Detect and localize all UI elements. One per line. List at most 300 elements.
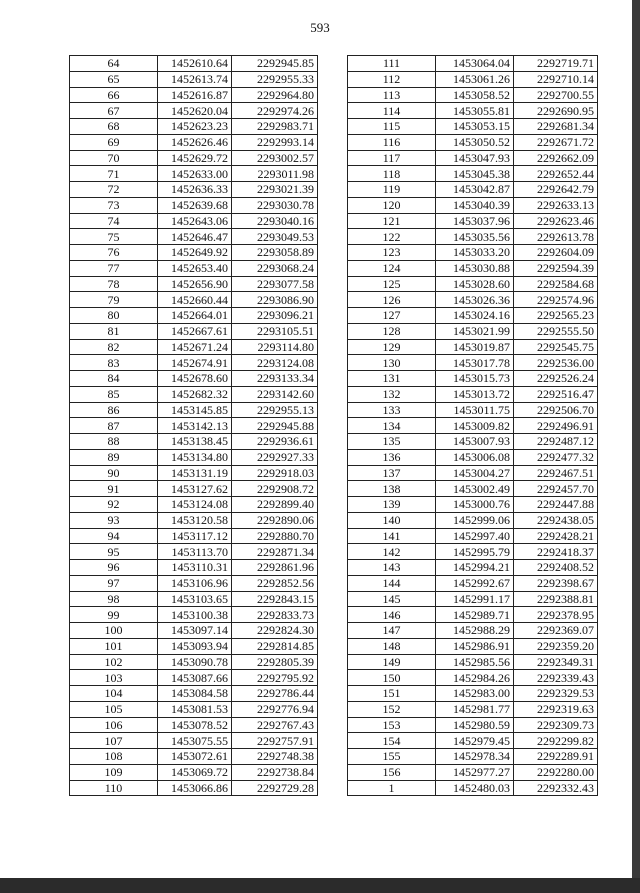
- table-row: [70, 512, 318, 528]
- point-number-cell: 116: [348, 134, 436, 150]
- x-coordinate-cell: 1453019.87: [436, 339, 514, 355]
- y-coordinate-cell: 2292899.40: [232, 497, 318, 513]
- point-number-cell: 156: [348, 764, 436, 780]
- table-row: [70, 623, 318, 639]
- table-row: [70, 638, 318, 654]
- coordinates-table-left: [69, 55, 318, 796]
- x-coordinate-cell: 1452620.04: [158, 103, 232, 119]
- table-row: [70, 418, 318, 434]
- y-coordinate-cell: 2292983.71: [232, 119, 318, 135]
- table-row: [70, 717, 318, 733]
- table-row: [70, 229, 318, 245]
- point-number-cell: 104: [70, 686, 158, 702]
- table-row: [348, 402, 598, 418]
- y-coordinate-cell: 2292574.96: [514, 292, 598, 308]
- x-coordinate-cell: 1453055.81: [436, 103, 514, 119]
- x-coordinate-cell: 1453124.08: [158, 497, 232, 513]
- point-number-cell: 127: [348, 308, 436, 324]
- x-coordinate-cell: 1452986.91: [436, 638, 514, 654]
- x-coordinate-cell: 1452649.92: [158, 245, 232, 261]
- table-row: [348, 371, 598, 387]
- y-coordinate-cell: 2292398.67: [514, 575, 598, 591]
- y-coordinate-cell: 2292457.70: [514, 481, 598, 497]
- y-coordinate-cell: 2292927.33: [232, 449, 318, 465]
- table-row: [70, 780, 318, 796]
- y-coordinate-cell: 2292843.15: [232, 591, 318, 607]
- point-number-cell: 142: [348, 544, 436, 560]
- scan-edge-bottom: [0, 878, 640, 893]
- x-coordinate-cell: 1453090.78: [158, 654, 232, 670]
- x-coordinate-cell: 1452480.03: [436, 780, 514, 796]
- x-coordinate-cell: 1452984.26: [436, 670, 514, 686]
- y-coordinate-cell: 2292388.81: [514, 591, 598, 607]
- y-coordinate-cell: 2292565.23: [514, 308, 598, 324]
- x-coordinate-cell: 1452978.34: [436, 749, 514, 765]
- y-coordinate-cell: 2292729.28: [232, 780, 318, 796]
- x-coordinate-cell: 1452643.06: [158, 213, 232, 229]
- x-coordinate-cell: 1453131.19: [158, 465, 232, 481]
- y-coordinate-cell: 2292642.79: [514, 182, 598, 198]
- point-number-cell: 100: [70, 623, 158, 639]
- point-number-cell: 114: [348, 103, 436, 119]
- y-coordinate-cell: 2292359.20: [514, 638, 598, 654]
- table-row: [348, 481, 598, 497]
- table-row: [348, 638, 598, 654]
- x-coordinate-cell: 1453110.31: [158, 560, 232, 576]
- y-coordinate-cell: 2293105.51: [232, 323, 318, 339]
- y-coordinate-cell: 2293040.16: [232, 213, 318, 229]
- y-coordinate-cell: 2292767.43: [232, 717, 318, 733]
- point-number-cell: 129: [348, 339, 436, 355]
- point-number-cell: 117: [348, 150, 436, 166]
- point-number-cell: 103: [70, 670, 158, 686]
- point-number-cell: 108: [70, 749, 158, 765]
- y-coordinate-cell: 2292506.70: [514, 402, 598, 418]
- table-row: [70, 276, 318, 292]
- table-row: [70, 71, 318, 87]
- table-row: [70, 386, 318, 402]
- point-number-cell: 69: [70, 134, 158, 150]
- x-coordinate-cell: 1452636.33: [158, 182, 232, 198]
- y-coordinate-cell: 2293030.78: [232, 197, 318, 213]
- y-coordinate-cell: 2293114.80: [232, 339, 318, 355]
- y-coordinate-cell: 2292309.73: [514, 717, 598, 733]
- point-number-cell: 93: [70, 512, 158, 528]
- x-coordinate-cell: 1452989.71: [436, 607, 514, 623]
- x-coordinate-cell: 1453007.93: [436, 434, 514, 450]
- table-row: [70, 119, 318, 135]
- table-row: [70, 591, 318, 607]
- y-coordinate-cell: 2292805.39: [232, 654, 318, 670]
- x-coordinate-cell: 1453064.04: [436, 56, 514, 72]
- y-coordinate-cell: 2292289.91: [514, 749, 598, 765]
- x-coordinate-cell: 1453106.96: [158, 575, 232, 591]
- point-number-cell: 147: [348, 623, 436, 639]
- point-number-cell: 79: [70, 292, 158, 308]
- y-coordinate-cell: 2292964.80: [232, 87, 318, 103]
- point-number-cell: 94: [70, 528, 158, 544]
- table-row: [348, 119, 598, 135]
- table-row: [348, 386, 598, 402]
- table-row: [70, 371, 318, 387]
- point-number-cell: 154: [348, 733, 436, 749]
- table-row: [348, 465, 598, 481]
- y-coordinate-cell: 2293086.90: [232, 292, 318, 308]
- table-row: [348, 623, 598, 639]
- table-row: [70, 166, 318, 182]
- y-coordinate-cell: 2292438.05: [514, 512, 598, 528]
- x-coordinate-cell: 1452664.01: [158, 308, 232, 324]
- x-coordinate-cell: 1452981.77: [436, 701, 514, 717]
- table-row: [70, 749, 318, 765]
- y-coordinate-cell: 2292447.88: [514, 497, 598, 513]
- table-row: [70, 497, 318, 513]
- y-coordinate-cell: 2292738.84: [232, 764, 318, 780]
- x-coordinate-cell: 1452616.87: [158, 87, 232, 103]
- x-coordinate-cell: 1452988.29: [436, 623, 514, 639]
- x-coordinate-cell: 1453004.27: [436, 465, 514, 481]
- table-row: [348, 701, 598, 717]
- table-row: [348, 166, 598, 182]
- table-row: [348, 245, 598, 261]
- point-number-cell: 106: [70, 717, 158, 733]
- table-row: [348, 497, 598, 513]
- point-number-cell: 130: [348, 355, 436, 371]
- point-number-cell: 77: [70, 260, 158, 276]
- point-number-cell: 153: [348, 717, 436, 733]
- y-coordinate-cell: 2292700.55: [514, 87, 598, 103]
- x-coordinate-cell: 1452994.21: [436, 560, 514, 576]
- y-coordinate-cell: 2293002.57: [232, 150, 318, 166]
- x-coordinate-cell: 1452991.17: [436, 591, 514, 607]
- point-number-cell: 141: [348, 528, 436, 544]
- x-coordinate-cell: 1452979.45: [436, 733, 514, 749]
- y-coordinate-cell: 2292349.31: [514, 654, 598, 670]
- y-coordinate-cell: 2293133.34: [232, 371, 318, 387]
- y-coordinate-cell: 2292814.85: [232, 638, 318, 654]
- point-number-cell: 90: [70, 465, 158, 481]
- point-number-cell: 96: [70, 560, 158, 576]
- table-row: [70, 245, 318, 261]
- point-number-cell: 83: [70, 355, 158, 371]
- point-number-cell: 123: [348, 245, 436, 261]
- point-number-cell: 131: [348, 371, 436, 387]
- page-number: 593: [310, 20, 330, 35]
- y-coordinate-cell: 2292467.51: [514, 465, 598, 481]
- y-coordinate-cell: 2292833.73: [232, 607, 318, 623]
- x-coordinate-cell: 1452610.64: [158, 56, 232, 72]
- point-number-cell: 144: [348, 575, 436, 591]
- x-coordinate-cell: 1453097.14: [158, 623, 232, 639]
- y-coordinate-cell: 2292526.24: [514, 371, 598, 387]
- x-coordinate-cell: 1453000.76: [436, 497, 514, 513]
- scan-edge-right: [632, 0, 640, 893]
- point-number-cell: 89: [70, 449, 158, 465]
- x-coordinate-cell: 1453093.94: [158, 638, 232, 654]
- point-number-cell: 136: [348, 449, 436, 465]
- table-row: [70, 182, 318, 198]
- point-number-cell: 143: [348, 560, 436, 576]
- table-row: [70, 339, 318, 355]
- y-coordinate-cell: 2292757.91: [232, 733, 318, 749]
- y-coordinate-cell: 2292536.00: [514, 355, 598, 371]
- x-coordinate-cell: 1453021.99: [436, 323, 514, 339]
- table-row: [348, 449, 598, 465]
- table-row: [70, 528, 318, 544]
- x-coordinate-cell: 1453078.52: [158, 717, 232, 733]
- table-row: [70, 260, 318, 276]
- y-coordinate-cell: 2292496.91: [514, 418, 598, 434]
- x-coordinate-cell: 1452660.44: [158, 292, 232, 308]
- x-coordinate-cell: 1452646.47: [158, 229, 232, 245]
- y-coordinate-cell: 2292652.44: [514, 166, 598, 182]
- y-coordinate-cell: 2292918.03: [232, 465, 318, 481]
- y-coordinate-cell: 2292861.96: [232, 560, 318, 576]
- table-row: [348, 87, 598, 103]
- y-coordinate-cell: 2292936.61: [232, 434, 318, 450]
- table-row: [348, 717, 598, 733]
- x-coordinate-cell: 1452613.74: [158, 71, 232, 87]
- table-row: [348, 56, 598, 72]
- y-coordinate-cell: 2292408.52: [514, 560, 598, 576]
- point-number-cell: 152: [348, 701, 436, 717]
- x-coordinate-cell: 1453028.60: [436, 276, 514, 292]
- x-coordinate-cell: 1453120.58: [158, 512, 232, 528]
- point-number-cell: 99: [70, 607, 158, 623]
- x-coordinate-cell: 1453113.70: [158, 544, 232, 560]
- point-number-cell: 111: [348, 56, 436, 72]
- point-number-cell: 72: [70, 182, 158, 198]
- x-coordinate-cell: 1452983.00: [436, 686, 514, 702]
- point-number-cell: 92: [70, 497, 158, 513]
- y-coordinate-cell: 2292671.72: [514, 134, 598, 150]
- point-number-cell: 140: [348, 512, 436, 528]
- table-row: [348, 418, 598, 434]
- point-number-cell: 126: [348, 292, 436, 308]
- table-row: [70, 197, 318, 213]
- x-coordinate-cell: 1453134.80: [158, 449, 232, 465]
- table-row: [70, 308, 318, 324]
- table-row: [70, 701, 318, 717]
- y-coordinate-cell: 2293058.89: [232, 245, 318, 261]
- y-coordinate-cell: 2292681.34: [514, 119, 598, 135]
- table-row: [348, 607, 598, 623]
- point-number-cell: 67: [70, 103, 158, 119]
- table-row: [70, 560, 318, 576]
- table-row: [348, 434, 598, 450]
- x-coordinate-cell: 1453066.86: [158, 780, 232, 796]
- y-coordinate-cell: 2293068.24: [232, 260, 318, 276]
- y-coordinate-cell: 2292955.13: [232, 402, 318, 418]
- y-coordinate-cell: 2292584.68: [514, 276, 598, 292]
- y-coordinate-cell: 2292871.34: [232, 544, 318, 560]
- x-coordinate-cell: 1452633.00: [158, 166, 232, 182]
- x-coordinate-cell: 1453142.13: [158, 418, 232, 434]
- y-coordinate-cell: 2292594.39: [514, 260, 598, 276]
- table-row: [70, 654, 318, 670]
- table-row: [70, 103, 318, 119]
- y-coordinate-cell: 2292516.47: [514, 386, 598, 402]
- y-coordinate-cell: 2292633.13: [514, 197, 598, 213]
- table-row: [70, 686, 318, 702]
- y-coordinate-cell: 2292974.26: [232, 103, 318, 119]
- x-coordinate-cell: 1453100.38: [158, 607, 232, 623]
- x-coordinate-cell: 1452997.40: [436, 528, 514, 544]
- table-row: [348, 780, 598, 796]
- y-coordinate-cell: 2292477.32: [514, 449, 598, 465]
- y-coordinate-cell: 2293124.08: [232, 355, 318, 371]
- point-number-cell: 78: [70, 276, 158, 292]
- y-coordinate-cell: 2292955.33: [232, 71, 318, 87]
- x-coordinate-cell: 1453087.66: [158, 670, 232, 686]
- x-coordinate-cell: 1452995.79: [436, 544, 514, 560]
- table-row: [348, 591, 598, 607]
- point-number-cell: 120: [348, 197, 436, 213]
- table-row: [70, 465, 318, 481]
- x-coordinate-cell: 1452674.91: [158, 355, 232, 371]
- y-coordinate-cell: 2292545.75: [514, 339, 598, 355]
- point-number-cell: 139: [348, 497, 436, 513]
- y-coordinate-cell: 2292369.07: [514, 623, 598, 639]
- point-number-cell: 137: [348, 465, 436, 481]
- y-coordinate-cell: 2292428.21: [514, 528, 598, 544]
- point-number-cell: 113: [348, 87, 436, 103]
- y-coordinate-cell: 2292786.44: [232, 686, 318, 702]
- coordinates-table-right: [347, 55, 598, 796]
- y-coordinate-cell: 2292993.14: [232, 134, 318, 150]
- y-coordinate-cell: 2292795.92: [232, 670, 318, 686]
- table-row: [348, 544, 598, 560]
- point-number-cell: 115: [348, 119, 436, 135]
- y-coordinate-cell: 2292332.43: [514, 780, 598, 796]
- table-row: [348, 197, 598, 213]
- x-coordinate-cell: 1453042.87: [436, 182, 514, 198]
- x-coordinate-cell: 1453053.15: [436, 119, 514, 135]
- y-coordinate-cell: 2292890.06: [232, 512, 318, 528]
- y-coordinate-cell: 2292329.53: [514, 686, 598, 702]
- x-coordinate-cell: 1453145.85: [158, 402, 232, 418]
- y-coordinate-cell: 2292690.95: [514, 103, 598, 119]
- table-row: [348, 528, 598, 544]
- y-coordinate-cell: 2292945.88: [232, 418, 318, 434]
- x-coordinate-cell: 1453026.36: [436, 292, 514, 308]
- point-number-cell: 105: [70, 701, 158, 717]
- y-coordinate-cell: 2293049.53: [232, 229, 318, 245]
- point-number-cell: 118: [348, 166, 436, 182]
- point-number-cell: 107: [70, 733, 158, 749]
- point-number-cell: 149: [348, 654, 436, 670]
- point-number-cell: 112: [348, 71, 436, 87]
- x-coordinate-cell: 1453050.52: [436, 134, 514, 150]
- x-coordinate-cell: 1453006.08: [436, 449, 514, 465]
- x-coordinate-cell: 1452992.67: [436, 575, 514, 591]
- point-number-cell: 68: [70, 119, 158, 135]
- table-row: [70, 355, 318, 371]
- y-coordinate-cell: 2293021.39: [232, 182, 318, 198]
- y-coordinate-cell: 2292280.00: [514, 764, 598, 780]
- point-number-cell: 135: [348, 434, 436, 450]
- table-row: [348, 323, 598, 339]
- y-coordinate-cell: 2293142.60: [232, 386, 318, 402]
- table-row: [348, 182, 598, 198]
- x-coordinate-cell: 1453040.39: [436, 197, 514, 213]
- point-number-cell: 121: [348, 213, 436, 229]
- point-number-cell: 122: [348, 229, 436, 245]
- x-coordinate-cell: 1453047.93: [436, 150, 514, 166]
- y-coordinate-cell: 2292339.43: [514, 670, 598, 686]
- x-coordinate-cell: 1453013.72: [436, 386, 514, 402]
- point-number-cell: 85: [70, 386, 158, 402]
- x-coordinate-cell: 1453033.20: [436, 245, 514, 261]
- point-number-cell: 95: [70, 544, 158, 560]
- table-row: [70, 544, 318, 560]
- table-row: [348, 229, 598, 245]
- x-coordinate-cell: 1453127.62: [158, 481, 232, 497]
- point-number-cell: 132: [348, 386, 436, 402]
- table-row: [70, 575, 318, 591]
- point-number-cell: 91: [70, 481, 158, 497]
- x-coordinate-cell: 1453075.55: [158, 733, 232, 749]
- table-body-right: [348, 56, 598, 796]
- table-row: [348, 733, 598, 749]
- table-row: [70, 607, 318, 623]
- point-number-cell: 80: [70, 308, 158, 324]
- x-coordinate-cell: 1452626.46: [158, 134, 232, 150]
- table-row: [348, 355, 598, 371]
- y-coordinate-cell: 2292623.46: [514, 213, 598, 229]
- point-number-cell: 150: [348, 670, 436, 686]
- table-row: [348, 512, 598, 528]
- x-coordinate-cell: 1453069.72: [158, 764, 232, 780]
- point-number-cell: 128: [348, 323, 436, 339]
- table-row: [70, 764, 318, 780]
- x-coordinate-cell: 1453002.49: [436, 481, 514, 497]
- x-coordinate-cell: 1452985.56: [436, 654, 514, 670]
- table-row: [70, 670, 318, 686]
- table-row: [348, 686, 598, 702]
- table-row: [348, 213, 598, 229]
- x-coordinate-cell: 1453045.38: [436, 166, 514, 182]
- y-coordinate-cell: 2292378.95: [514, 607, 598, 623]
- y-coordinate-cell: 2293011.98: [232, 166, 318, 182]
- point-number-cell: 98: [70, 591, 158, 607]
- x-coordinate-cell: 1452671.24: [158, 339, 232, 355]
- point-number-cell: 110: [70, 780, 158, 796]
- x-coordinate-cell: 1452653.40: [158, 260, 232, 276]
- point-number-cell: 70: [70, 150, 158, 166]
- table-row: [70, 481, 318, 497]
- table-row: [348, 339, 598, 355]
- table-row: [348, 276, 598, 292]
- point-number-cell: 119: [348, 182, 436, 198]
- table-row: [70, 87, 318, 103]
- table-row: [348, 134, 598, 150]
- point-number-cell: 87: [70, 418, 158, 434]
- x-coordinate-cell: 1452682.32: [158, 386, 232, 402]
- x-coordinate-cell: 1452999.06: [436, 512, 514, 528]
- table-row: [70, 150, 318, 166]
- x-coordinate-cell: 1452639.68: [158, 197, 232, 213]
- x-coordinate-cell: 1453081.53: [158, 701, 232, 717]
- y-coordinate-cell: 2292852.56: [232, 575, 318, 591]
- table-row: [70, 292, 318, 308]
- x-coordinate-cell: 1453058.52: [436, 87, 514, 103]
- table-row: [70, 434, 318, 450]
- table-row: [70, 323, 318, 339]
- x-coordinate-cell: 1452623.23: [158, 119, 232, 135]
- point-number-cell: 146: [348, 607, 436, 623]
- x-coordinate-cell: 1453138.45: [158, 434, 232, 450]
